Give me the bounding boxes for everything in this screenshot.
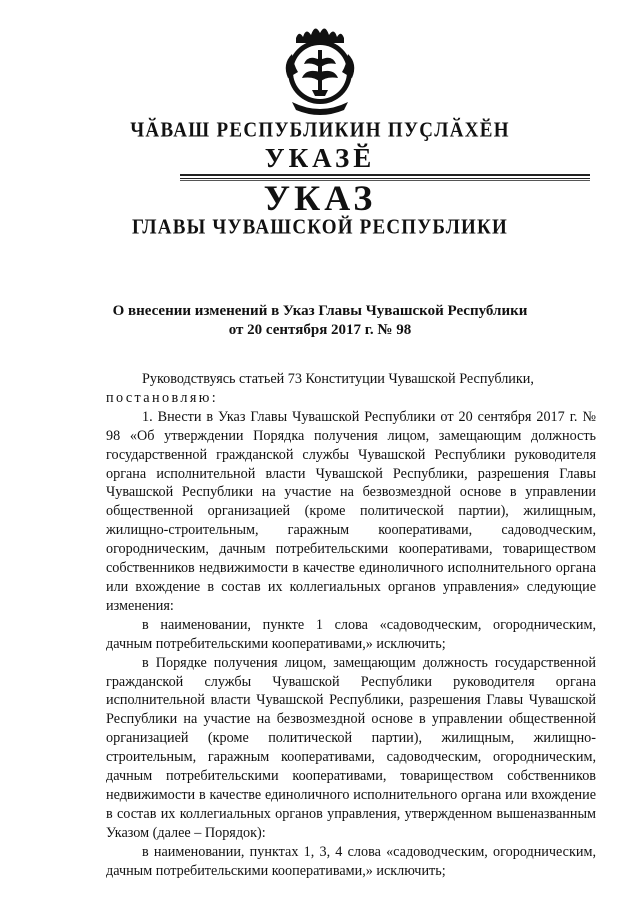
body-paragraph-procedure: в Порядке получения лицом, замещающим должность государственной гражданской службы Чувашской Республики руководителя органа исполнительной власти Чувашской Республики, разрешения Главы Чувашской Республики на участие на безвозмездной основе в управлении общественной организацией (кроме политической партии), жилищным, жилищно-строительным, гаражным кооперативами, садоводческим, огородническим, дачным потребительскими кооперативами, товариществом собственников недвижимости в качестве единоличного исполнительного органа или вхождение в состав их коллегиальных органов управления, утвержденном вышеназванным Указом (далее – Порядок):: [106, 654, 596, 841]
header-chuvash-line1: ЧӐВАШ РЕСПУБЛИКИН ПУҪЛӐХӖН: [130, 118, 510, 143]
chuvash-republic-emblem-icon: [274, 20, 366, 116]
body-paragraph-change-name: в наименовании, пункте 1 слова «садоводческим, огородническим, дачным потребительскими кооперативами,» исключить;: [106, 616, 596, 652]
body-paragraph-change-points: в наименовании, пунктах 1, 3, 4 слова «садоводческим, огородническим, дачным потребительскими кооперативами,» исключить;: [106, 843, 596, 879]
body-paragraph-preamble: Руководствуясь статьей 73 Конституции Чувашской Республики,: [142, 371, 534, 387]
decree-title-line2: от 20 сентября 2017 г. № 98: [228, 322, 412, 338]
decree-title: [0, 302, 640, 340]
header-divider: [180, 174, 590, 176]
header-russian-line1: УКАЗ: [263, 178, 377, 218]
decree-body: [106, 370, 596, 880]
body-paragraph-resolve: постановляю:: [106, 389, 219, 406]
header-chuvash-line2: УКАЗӖ: [264, 143, 376, 173]
decree-title-line1: О внесении изменений в Указ Главы Чувашской Республики: [112, 303, 528, 319]
body-paragraph-item1: 1. Внести в Указ Главы Чувашской Республики от 20 сентября 2017 г. № 98 «Об утверждении Порядка получения лицом, замещающим должность государственной гражданской службы Чувашской Республики руководителя органа исполнительной власти Чувашской Республики, разрешения Главы Чувашской Республики на участие на безвозмездной основе в управлении общественной организацией (кроме политической партии), жилищным, жилищно-строительным, гаражным кооперативами, садоводческим, огородническим, дачным потребительскими кооперативами, товариществом собственников недвижимости в качестве единоличного исполнительного органа или вхождение в состав их коллегиальных органов управления» следующие изменения:: [106, 408, 596, 614]
header-russian-line2: ГЛАВЫ ЧУВАШСКОЙ РЕСПУБЛИКИ: [132, 215, 508, 240]
